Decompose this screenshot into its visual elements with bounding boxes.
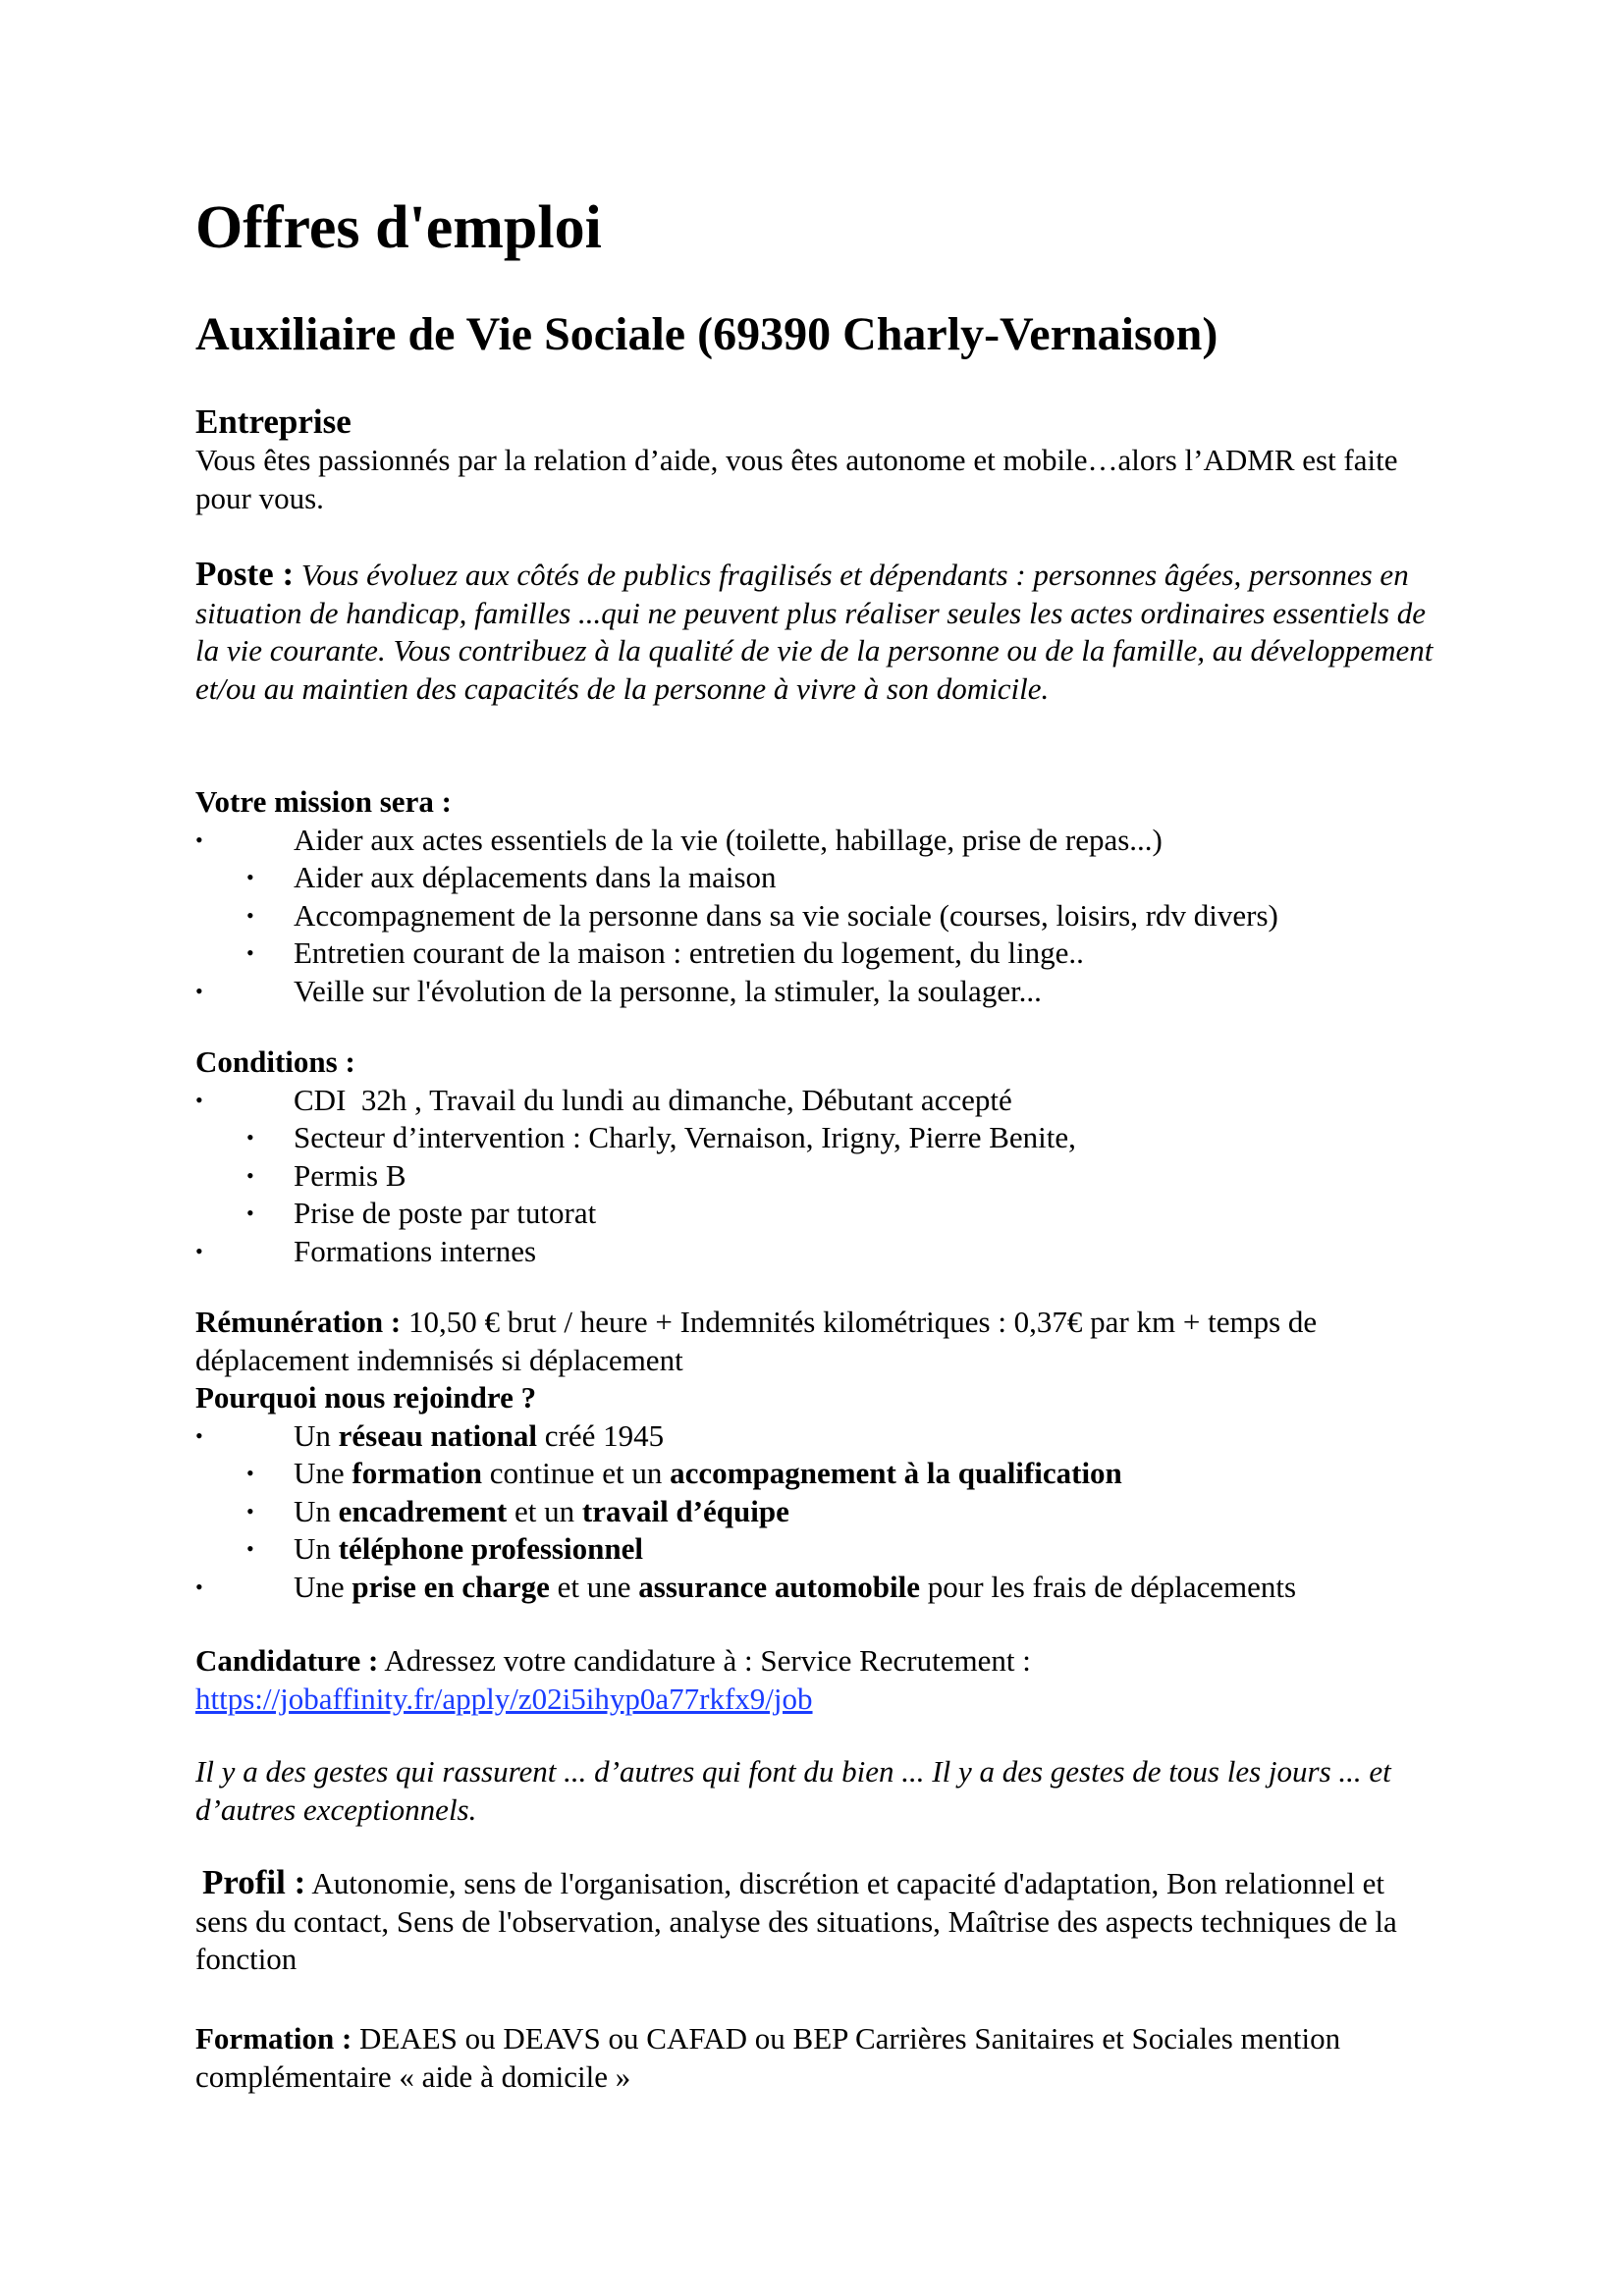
entreprise-text: Vous êtes passionnés par la relation d’aide, vous êtes autonome et mobile…alors l’ADMR est faite pour vous. [195,443,1398,515]
remuneration-section [195,1304,1423,1379]
bullet-icon: • [246,940,254,965]
list-item: • Un réseau national créé 1945 [195,1417,1462,1456]
apply-link[interactable]: https://jobaffinity.fr/apply/z02i5ihyp0a77rkfx9/job [195,1681,813,1716]
poste-text: Vous évoluez aux côtés de publics fragilisés et dépendants : personnes âgées, personnes en situation de handicap, familles ...qui ne peuvent plus réaliser seules les actes ordinaires essentiels de la vie courante. Vous contribuez à la qualité de vie de la personne ou de la famille, au développement et/ou au maintien des capacités de la personne à vivre à son domicile. [195,558,1434,706]
bullet-icon: • [246,1201,254,1225]
bullet-icon: • [195,978,203,1003]
entreprise-heading: Entreprise [195,402,352,441]
entreprise-section [195,402,1462,517]
bullet-icon: • [195,1422,203,1448]
candidature-section [195,1642,1462,1718]
list-item: • Aider aux déplacements dans la maison [195,859,1462,897]
list-item: • Aider aux actes essentiels de la vie (toilette, habillage, prise de repas...) [195,822,1462,860]
list-item: • Un encadrement et un travail d’équipe [195,1493,1462,1531]
page-title: Offres d'emploi [195,194,602,261]
pourquoi-section [195,1379,1462,1606]
list-item: • Veille sur l'évolution de la personne, la stimuler, la soulager... [195,973,1462,1011]
list-item: • Accompagnement de la personne dans sa vie sociale (courses, loisirs, rdv divers) [195,897,1462,935]
list-item: • Prise de poste par tutorat [195,1195,1462,1233]
mission-section [195,783,1462,1010]
bullet-icon: • [246,1461,254,1485]
mission-heading: Votre mission sera : [195,784,452,819]
bullet-icon: • [195,827,203,852]
pourquoi-heading: Pourquoi nous rejoindre ? [195,1380,537,1415]
list-item: • Entretien courant de la maison : entretien du logement, du linge.. [195,934,1462,973]
pourquoi-list [195,1417,1462,1607]
conditions-heading: Conditions : [195,1044,355,1079]
bullet-icon: • [246,902,254,928]
bullet-icon: • [246,1536,254,1561]
quote-text: Il y a des gestes qui rassurent ... d’autres qui font du bien ... Il y a des gestes de tous les jours ... et d’autres exceptionnels. [195,1754,1391,1827]
list-item: • Permis B [195,1157,1462,1196]
formation-section [195,2020,1364,2096]
candidature-text: Adressez votre candidature à : Service Recrutement : [384,1643,1031,1678]
bullet-icon: • [195,1238,203,1263]
profil-section [195,1864,1423,1979]
bullet-icon: • [246,1125,254,1149]
bullet-icon: • [195,1087,203,1112]
job-title: Auxiliaire de Vie Sociale (69390 Charly-Vernaison) [195,308,1218,360]
conditions-section [195,1043,1462,1270]
list-item: • Une prise en charge et une assurance automobile pour les frais de déplacements [195,1569,1462,1607]
formation-text: DEAES ou DEAVS ou CAFAD ou BEP Carrières Sanitaires et Sociales mention complémentaire « aide à domicile » [195,2021,1341,2094]
bullet-icon: • [246,1162,254,1188]
list-item: • Secteur d’intervention : Charly, Vernaison, Irigny, Pierre Benite, [195,1119,1462,1157]
list-item: • CDI 32h , Travail du lundi au dimanche, Débutant accepté [195,1082,1462,1120]
remuneration-label: Rémunération : [195,1305,402,1339]
conditions-list [195,1082,1462,1271]
bullet-icon: • [246,865,254,889]
poste-section [195,556,1442,708]
bullet-icon: • [246,1498,254,1523]
list-item: • Un téléphone professionnel [195,1530,1462,1569]
poste-label: Poste : [195,555,295,593]
profil-label: Profil : [202,1863,306,1901]
formation-label: Formation : [195,2021,352,2056]
candidature-label: Candidature : [195,1643,379,1678]
list-item: • Formations internes [195,1233,1462,1271]
list-item: • Une formation continue et un accompagnement à la qualification [195,1455,1462,1493]
mission-list [195,822,1462,1011]
remuneration-text: 10,50 € brut / heure + Indemnités kilométriques : 0,37€ par km + temps de déplacement indemnisés si déplacement [195,1305,1318,1377]
bullet-icon: • [195,1574,203,1599]
profil-text: Autonomie, sens de l'organisation, discrétion et capacité d'adaptation, Bon relationnel et sens du contact, Sens de l'observation, analyse des situations, Maîtrise des aspects techniques de la fonction [195,1866,1397,1976]
